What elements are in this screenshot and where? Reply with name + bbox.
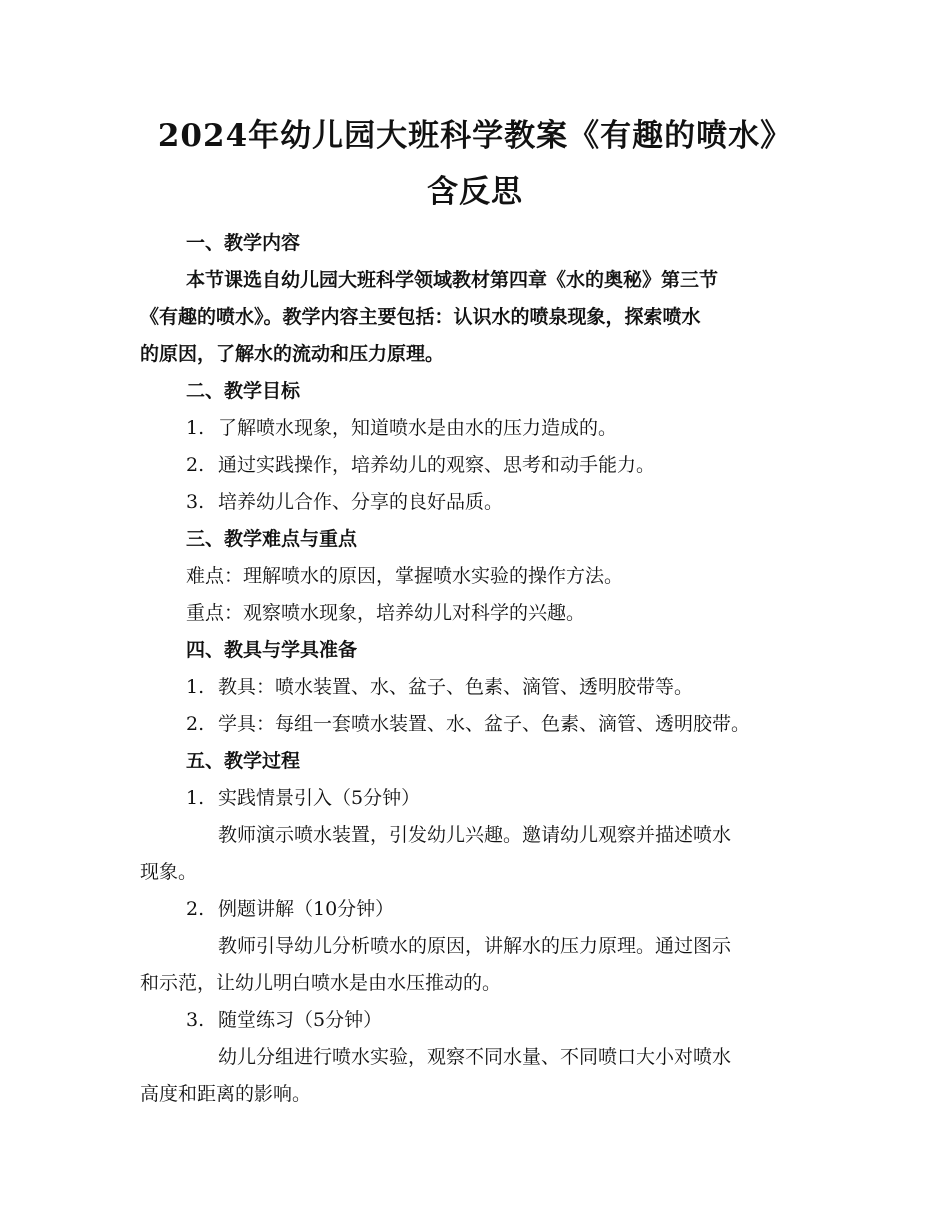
process-step-2-desc-line-2: 和示范，让幼儿明白喷水是由水压推动的。 [140, 972, 502, 994]
section-3-heading: 三、教学难点与重点 [186, 528, 358, 550]
list-number: 2. [186, 713, 205, 735]
process-step-3-desc-line-1: 幼儿分组进行喷水实验，观察不同水量、不同喷口大小对喷水 [218, 1046, 732, 1068]
process-step-1-desc-line-2: 现象。 [140, 861, 198, 883]
section-4-heading: 四、教具与学具准备 [186, 639, 358, 661]
list-number: 3. [186, 1009, 205, 1031]
list-text: 培养幼儿合作、分享的良好品质。 [218, 491, 504, 513]
section-1-paragraph-line-3: 的原因，了解水的流动和压力原理。 [140, 343, 445, 365]
process-step-3-title [186, 1006, 382, 1034]
step-title: 例题讲解（10分钟） [218, 898, 395, 920]
process-step-1-title [186, 784, 420, 812]
document-title-line-2: 含反思 [427, 174, 523, 210]
objective-item-2 [186, 451, 655, 479]
list-text: 学具：每组一套喷水装置、水、盆子、色素、滴管、透明胶带。 [218, 713, 751, 735]
section-1-paragraph-line-1: 本节课选自幼儿园大班科学领域教材第四章《水的奥秘》第三节 [186, 269, 719, 291]
section-2-heading: 二、教学目标 [186, 380, 301, 402]
list-number: 2. [186, 454, 205, 476]
objective-item-3 [186, 488, 503, 516]
process-step-2-desc-line-1: 教师引导幼儿分析喷水的原因，讲解水的压力原理。通过图示 [218, 935, 732, 957]
list-text: 了解喷水现象，知道喷水是由水的压力造成的。 [218, 417, 618, 439]
difficult-point: 难点：理解喷水的原因，掌握喷水实验的操作方法。 [186, 565, 624, 587]
materials-item-1 [186, 673, 693, 701]
list-number: 1. [186, 676, 205, 698]
document-title-line-1: 2024年幼儿园大班科学教案《有趣的喷水》 [157, 118, 793, 154]
list-text: 教具：喷水装置、水、盆子、色素、滴管、透明胶带等。 [218, 676, 694, 698]
key-point: 重点：观察喷水现象，培养幼儿对科学的兴趣。 [186, 602, 586, 624]
list-text: 通过实践操作，培养幼儿的观察、思考和动手能力。 [218, 454, 656, 476]
objective-item-1 [186, 414, 617, 442]
section-1-heading: 一、教学内容 [186, 232, 301, 254]
section-5-heading: 五、教学过程 [186, 750, 301, 772]
process-step-3-desc-line-2: 高度和距离的影响。 [140, 1083, 312, 1105]
materials-item-2 [186, 710, 750, 738]
section-1-paragraph-line-2: 《有趣的喷水》。教学内容主要包括：认识水的喷泉现象，探索喷水 [140, 306, 701, 328]
list-number: 2. [186, 898, 205, 920]
step-title: 随堂练习（5分钟） [218, 1009, 383, 1031]
list-number: 1. [186, 787, 205, 809]
step-title: 实践情景引入（5分钟） [218, 787, 421, 809]
process-step-2-title [186, 895, 394, 923]
process-step-1-desc-line-1: 教师演示喷水装置，引发幼儿兴趣。邀请幼儿观察并描述喷水 [218, 824, 732, 846]
list-number: 3. [186, 491, 205, 513]
list-number: 1. [186, 417, 205, 439]
